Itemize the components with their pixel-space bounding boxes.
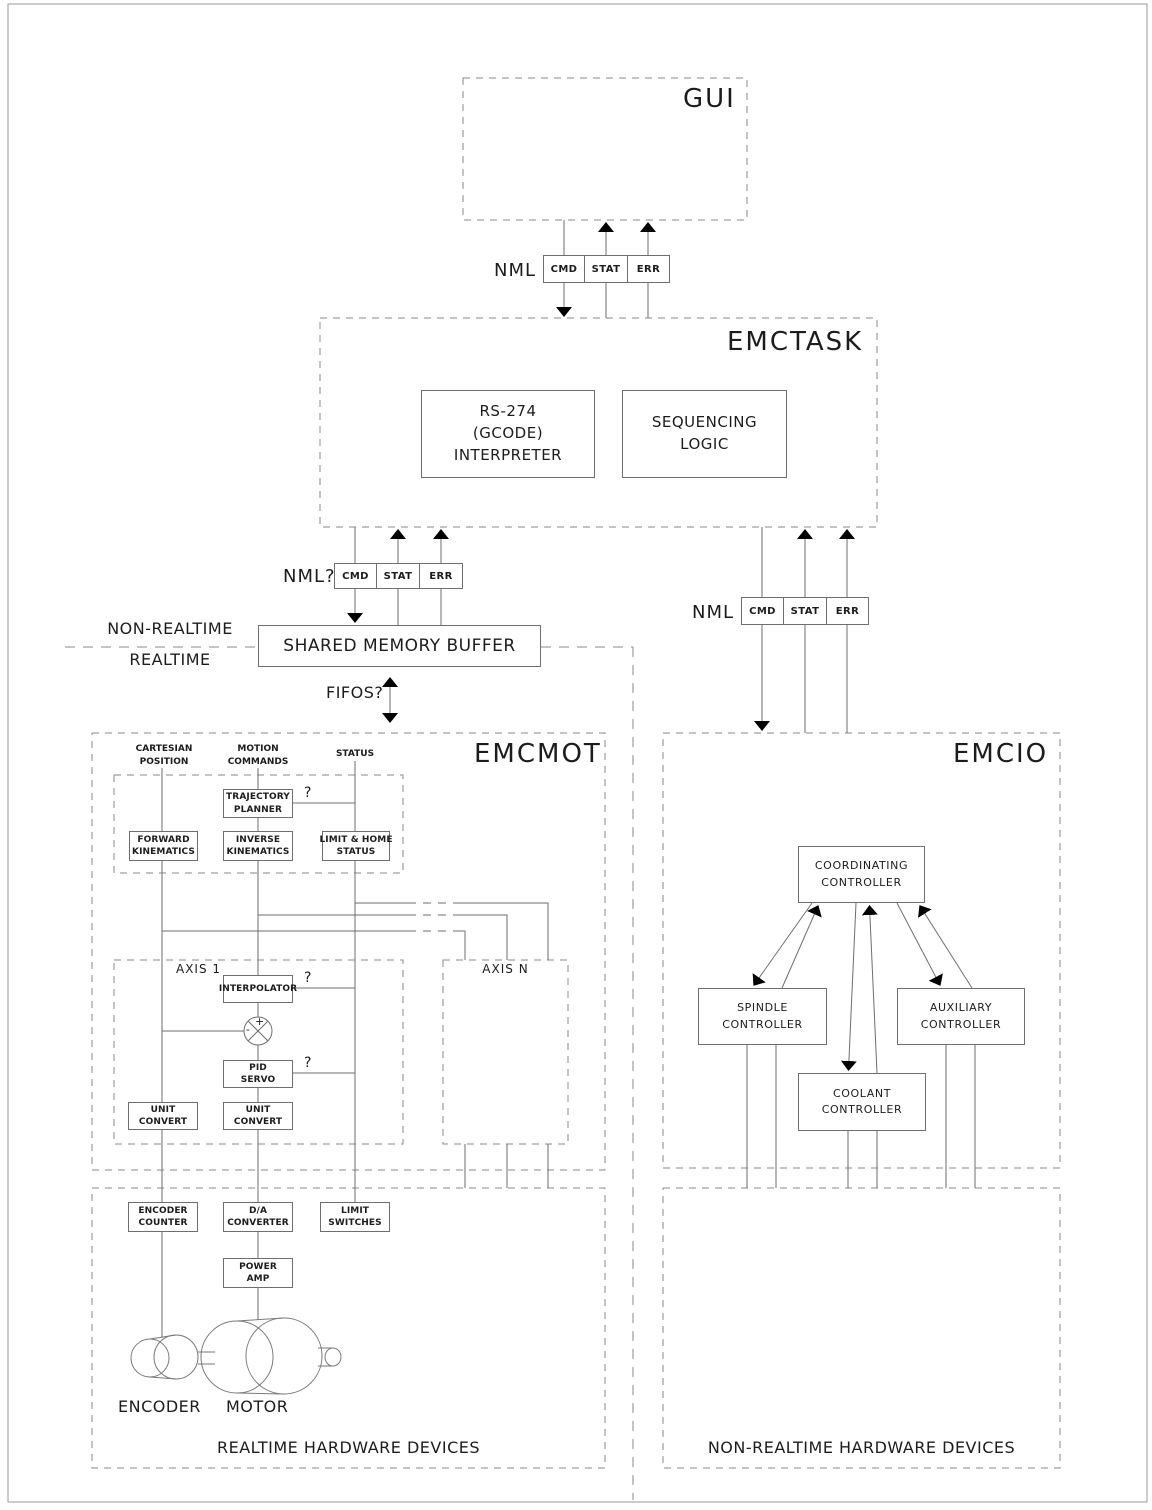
- emctask-emcio-connectors: [762, 527, 847, 733]
- spindle-controller-box: [698, 988, 827, 1045]
- box-line: INVERSE: [235, 834, 281, 845]
- emcmot-title: EMCMOT: [474, 739, 602, 769]
- interpreter-line: (GCODE): [472, 424, 544, 443]
- realtime-hardware-caption: REALTIME HARDWARE DEVICES: [216, 1438, 481, 1457]
- box-line: CONVERTER: [227, 1218, 289, 1228]
- box-line: AUXILIARY: [929, 1001, 993, 1014]
- cartesian-position-label: [132, 743, 196, 768]
- auxiliary-controller-box: [897, 988, 1025, 1045]
- from-spindle-arrow: [782, 906, 818, 988]
- col-line: CARTESIAN: [135, 744, 193, 754]
- box-line: FORWARD: [137, 834, 190, 845]
- axisn-region: [443, 960, 568, 1144]
- encoder-drawing: [131, 1335, 215, 1379]
- to-coolant-arrow: [849, 903, 857, 1070]
- unit-convert-feedback-box: [128, 1102, 198, 1130]
- box-line: CONVERT: [233, 1117, 283, 1127]
- box-line: COORDINATING: [814, 859, 909, 872]
- col-line: COMMANDS: [227, 756, 289, 767]
- box-line: PLANNER: [233, 804, 283, 815]
- motor-drawing: [201, 1318, 341, 1394]
- trajectory-question-mark: ?: [304, 785, 312, 801]
- to-spindle-arrow: [754, 903, 812, 985]
- fifos-label: FIFOS?: [326, 683, 384, 702]
- box-line: COUNTER: [138, 1218, 188, 1228]
- axisn-label: AXIS N: [482, 962, 529, 976]
- nml-emcmot-err-slot: ERR: [419, 563, 463, 589]
- coordinating-controller-box: [798, 846, 925, 903]
- box-line: LIMIT & HOME: [319, 834, 393, 845]
- box-line: CONTROLLER: [920, 1017, 1002, 1031]
- encoder-counter-box: [128, 1202, 198, 1232]
- nml-emcmot-stat-slot: STAT: [376, 563, 420, 589]
- coolant-controller-box: [798, 1073, 926, 1131]
- power-amp-box: [223, 1258, 293, 1288]
- trajectory-planner-box: [223, 789, 293, 818]
- sequencing-line: LOGIC: [680, 435, 729, 453]
- interpreter-line: INTERPRETER: [453, 445, 563, 464]
- from-coolant-arrow: [870, 906, 878, 1073]
- shared-memory-buffer-box: SHARED MEMORY BUFFER: [258, 625, 541, 667]
- nml-emcio-stat-slot: STAT: [783, 597, 827, 625]
- box-line: PID: [249, 1062, 267, 1073]
- sum-minus-sign: -: [246, 1023, 250, 1036]
- box-line: AMP: [246, 1274, 270, 1284]
- nml-emcio-cmd-slot: CMD: [741, 597, 784, 625]
- nonrealtime-hardware-region: [663, 1188, 1060, 1468]
- sequencing-line: SEQUENCING: [651, 413, 758, 432]
- box-line: SWITCHES: [328, 1218, 382, 1228]
- limit-home-status-box: [319, 831, 393, 861]
- interpolator-question-mark: ?: [304, 970, 312, 986]
- nml-emcmot-cmd-slot: CMD: [334, 563, 377, 589]
- nml-gui-label: NML: [494, 260, 537, 281]
- box-line: CONTROLLER: [722, 1017, 803, 1031]
- box-line: TRAJECTORY: [226, 792, 290, 803]
- box-line: UNIT: [150, 1104, 176, 1115]
- box-line: CONTROLLER: [821, 1103, 903, 1116]
- interpolator-box: INTERPOLATOR: [223, 975, 293, 1003]
- inverse-kinematics-box: [223, 831, 293, 861]
- sum-plus-sign: +: [255, 1015, 265, 1028]
- non-realtime-label: NON-REALTIME: [107, 619, 233, 638]
- box-line: LIMIT: [340, 1205, 370, 1216]
- unit-convert-output-box: [223, 1102, 293, 1130]
- interpreter-line: RS-274: [479, 402, 537, 421]
- pid-question-mark: ?: [304, 1055, 312, 1071]
- axis1-label: AXIS 1: [176, 962, 222, 976]
- box-line: UNIT: [245, 1104, 271, 1115]
- nml-gui-stat-slot: STAT: [584, 255, 628, 283]
- emcio-title: EMCIO: [953, 739, 1049, 769]
- gcode-interpreter-box: [421, 390, 595, 478]
- col-line: POSITION: [139, 756, 189, 767]
- realtime-label: REALTIME: [129, 650, 211, 669]
- forward-kinematics-box: [129, 831, 198, 861]
- da-converter-box: [223, 1202, 293, 1232]
- pid-servo-box: [223, 1060, 293, 1088]
- box-line: D/A: [248, 1205, 268, 1216]
- nml-emcmot-label: NML?: [283, 566, 336, 587]
- box-line: KINEMATICS: [132, 847, 195, 857]
- sequencing-logic-box: [622, 390, 787, 478]
- box-line: SERVO: [240, 1075, 276, 1085]
- nml-emcio-err-slot: ERR: [826, 597, 869, 625]
- box-line: POWER: [239, 1261, 277, 1272]
- emctask-title: EMCTASK: [727, 327, 864, 357]
- encoder-label: ENCODER: [118, 1397, 201, 1416]
- box-line: KINEMATICS: [226, 847, 290, 857]
- from-auxiliary-arrow: [920, 906, 972, 988]
- col-line: MOTION: [237, 744, 279, 754]
- box-line: ENCODER: [138, 1205, 188, 1216]
- motion-commands-label: [226, 743, 290, 768]
- box-line: COOLANT: [832, 1086, 892, 1100]
- status-label: STATUS: [335, 749, 375, 759]
- limit-switches-box: [320, 1202, 390, 1232]
- box-line: CONTROLLER: [821, 875, 902, 889]
- box-line: STATUS: [336, 847, 376, 857]
- motor-label: MOTOR: [226, 1397, 289, 1416]
- nml-gui-cmd-slot: CMD: [543, 255, 585, 283]
- nml-emcio-label: NML: [692, 602, 735, 623]
- box-line: SPINDLE: [737, 1001, 788, 1014]
- box-line: CONVERT: [138, 1117, 188, 1127]
- to-auxiliary-arrow: [897, 903, 940, 985]
- nml-gui-err-slot: ERR: [627, 255, 670, 283]
- gui-title: GUI: [683, 84, 736, 114]
- nonrealtime-hardware-caption: NON-REALTIME HARDWARE DEVICES: [707, 1438, 1016, 1457]
